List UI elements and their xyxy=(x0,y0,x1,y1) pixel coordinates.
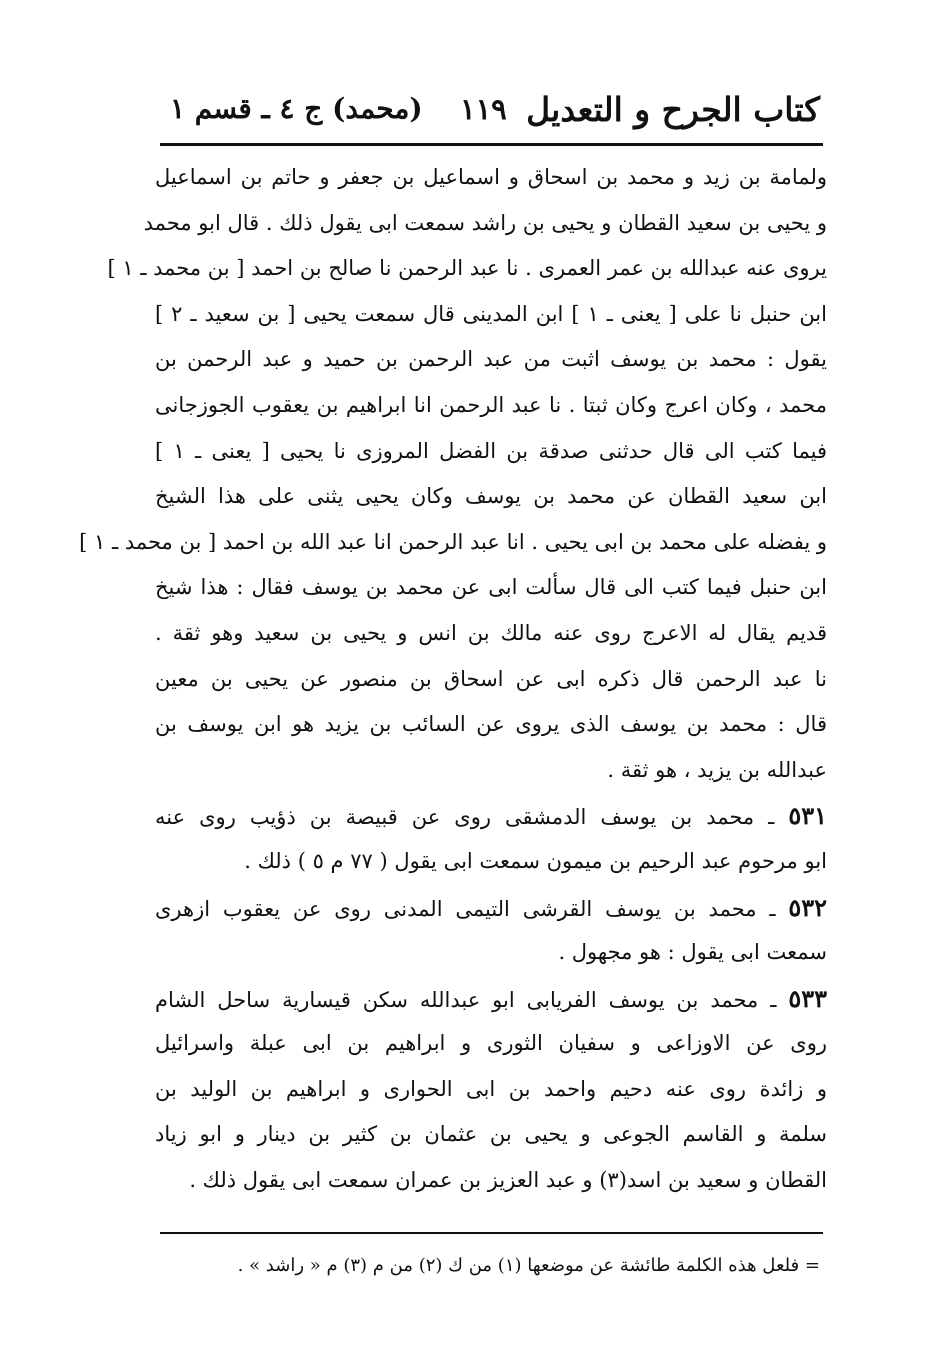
text-line: قال : محمد بن يوسف الذى يروى عن السائب بن يزيد هو ابن يوسف بن xyxy=(155,712,827,737)
entry-text: ـ محمد بن يوسف الفريابى ابو عبدالله سكن قيسارية ساحل الشام xyxy=(155,987,777,1012)
text-line: ولمامة بن زيد و محمد بن اسحاق و اسماعيل بن جعفر و حاتم بن اسماعيل xyxy=(155,165,827,189)
text-line: ابن حنبل فيما كتب الى قال سألت ابى عن محمد بن يوسف فقال : هذا شيخ xyxy=(155,575,827,600)
footnote-rule xyxy=(160,1232,823,1234)
footnote: = فلعل هذه الكلمة طائشة عن موضعها (١) من ك (٢) من م (٣) م « راشد » . xyxy=(237,1255,820,1276)
entry-text: ـ محمد بن يوسف الدمشقى روى عن قبيصة بن ذؤيب روى عنه xyxy=(155,805,775,830)
text-line: قديم يقال له الاعرج روى عنه مالك بن انس و يحيى بن سعيد وهو ثقة . xyxy=(155,620,827,645)
entry-number: ٥٣٣ xyxy=(788,983,827,1013)
page-number: ١١٩ xyxy=(460,92,507,126)
entry-531 xyxy=(155,793,827,839)
text-line: ابن سعيد القطان عن محمد بن يوسف وكان يحيى يثنى على هذا الشيخ xyxy=(155,484,827,509)
text-line: يقول : محمد بن يوسف اثبت من عبد الرحمن بن حميد و عبد الرحمن بن xyxy=(155,347,827,372)
text-line: ابن حنبل نا على [ يعنى ـ ١ ] ابن المدينى قال سمعت يحيى [ بن سعيد ـ ٢ ] xyxy=(155,301,827,326)
header-rule xyxy=(160,143,823,146)
entry-number: ٥٣٢ xyxy=(788,892,827,922)
text-line: فيما كتب الى قال حدثنى صدقة بن الفضل المروزى نا يحيى [ يعنى ـ ١ ] xyxy=(155,438,827,463)
entry-number: ٥٣١ xyxy=(788,801,827,831)
body-text xyxy=(79,155,827,1204)
text-line: القطان و سعيد بن اسد(٣) و عبد العزيز بن عمران سمعت ابى يقول ذلك . xyxy=(189,1168,827,1193)
text-line: محمد ، وكان اعرج وكان ثبتا . نا عبد الرحمن انا ابراهيم بن يعقوب الجوزجانى xyxy=(155,392,827,417)
text-line: و يحيى بن سعيد القطان و يحيى بن راشد سمعت ابى يقول ذلك . قال ابو محمد xyxy=(143,210,827,235)
volume-section: (محمد) ج ٤ ـ قسم ١ xyxy=(170,92,423,125)
entry-532 xyxy=(155,885,827,931)
text-line: نا عبد الرحمن قال ذكره ابى عن اسحاق بن منصور عن يحيى بن معين xyxy=(155,666,827,691)
text-line: و يفضله على محمد بن ابى يحيى . انا عبد الرحمن انا عبد الله بن احمد [ بن محمد ـ ١ ] xyxy=(79,529,827,554)
text-line: روى عن الاوزاعى و سفيان الثورى و ابراهيم بن ابى عبلة واسرائيل xyxy=(155,1031,827,1056)
text-line: عبدالله بن يزيد ، هو ثقة . xyxy=(607,757,827,782)
text-line: و زائدة روى عنه دحيم واحمد بن ابى الحوارى و ابراهيم بن الوليد بن xyxy=(155,1076,827,1101)
text-line: ابو مرحوم عبد الرحيم بن ميمون سمعت ابى يقول ( ٧٧ م ٥ ) ذلك . xyxy=(244,848,827,873)
book-title: كتاب الجرح و التعديل xyxy=(526,90,820,129)
entry-text: ـ محمد بن يوسف القرشى التيمى المدنى روى عن يعقوب ازهرى xyxy=(155,896,776,921)
text-line: يروى عنه عبدالله بن عمر العمرى . نا عبد الرحمن نا صالح بن احمد [ بن محمد ـ ١ ] xyxy=(107,256,827,281)
text-line: سمعت ابى يقول : هو مجهول . xyxy=(558,940,827,965)
entry-533 xyxy=(155,976,827,1022)
running-header xyxy=(160,78,820,138)
text-line: سلمة و القاسم الجوعى و يحيى بن عثمان بن كثير بن دينار و ابو زياد xyxy=(155,1122,827,1147)
